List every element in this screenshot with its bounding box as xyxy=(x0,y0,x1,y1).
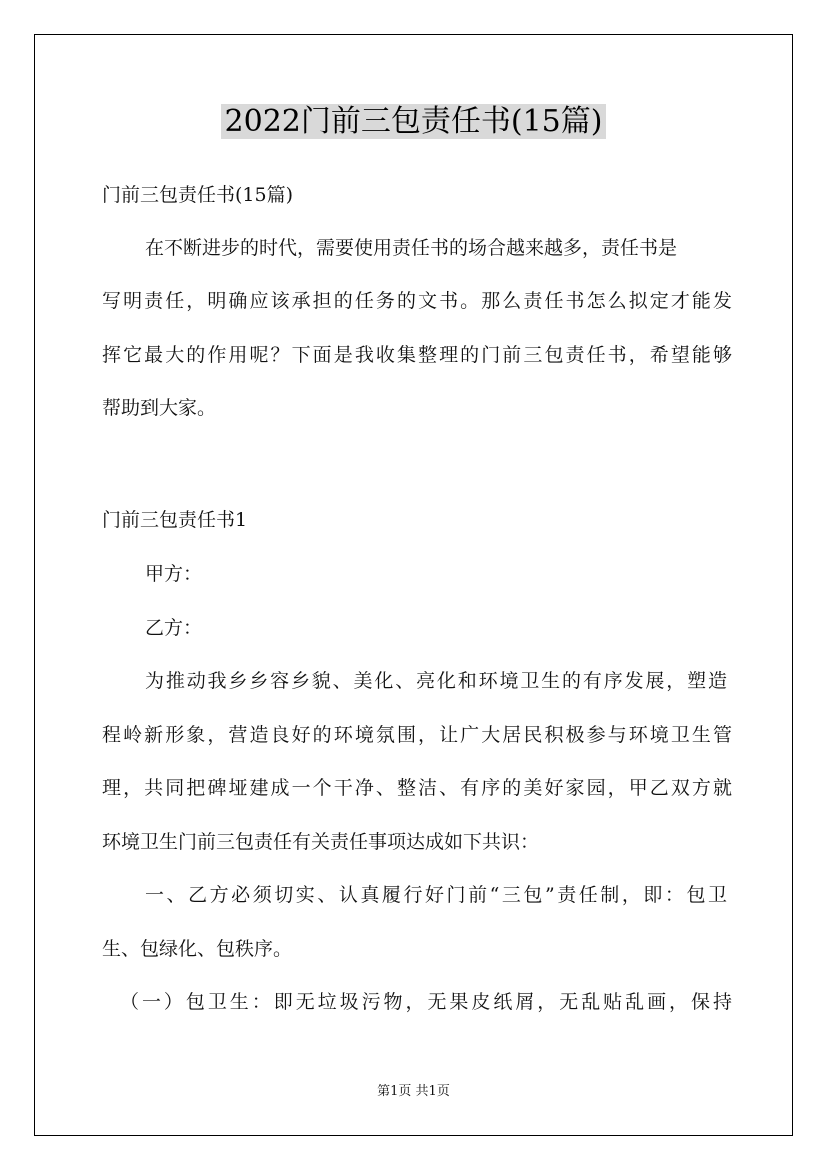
document-title-text: 2022门前三包责任书(15篇) xyxy=(221,104,607,139)
party-a-label: 甲方： xyxy=(145,563,203,585)
body-line-7: （一）包卫生：即无垃圾污物，无果皮纸屑，无乱贴乱画，保持 xyxy=(120,991,732,1013)
page-footer: 第1页 共1页 xyxy=(377,1084,450,1099)
party-b-label: 乙方： xyxy=(145,617,203,639)
section-heading: 门前三包责任书1 xyxy=(102,509,248,531)
body-line-4: 环境卫生门前三包责任有关责任事项达成如下共识： xyxy=(102,831,540,853)
document-subtitle: 门前三包责任书(15篇) xyxy=(102,184,294,206)
intro-line-1: 在不断进步的时代，需要使用责任书的场合越来越多，责任书是 xyxy=(145,237,678,259)
body-line-1: 为推动我乡乡容乡貌、美化、亮化和环境卫生的有序发展，塑造 xyxy=(145,670,727,692)
body-line-2: 程岭新形象，营造良好的环境氛围，让广大居民积极参与环境卫生管 xyxy=(102,724,732,746)
intro-line-2: 写明责任，明确应该承担的任务的文书。那么责任书怎么拟定才能发 xyxy=(102,290,732,312)
intro-line-3: 挥它最大的作用呢？下面是我收集整理的门前三包责任书，希望能够 xyxy=(102,344,732,366)
body-line-5: 一、乙方必须切实、认真履行好门前“三包”责任制，即：包卫 xyxy=(145,884,727,906)
body-line-3: 理，共同把碑垭建成一个干净、整洁、有序的美好家园，甲乙双方就 xyxy=(102,777,732,799)
intro-line-4: 帮助到大家。 xyxy=(102,397,217,419)
document-title xyxy=(0,100,827,144)
body-line-6: 生、包绿化、包秩序。 xyxy=(102,938,293,960)
